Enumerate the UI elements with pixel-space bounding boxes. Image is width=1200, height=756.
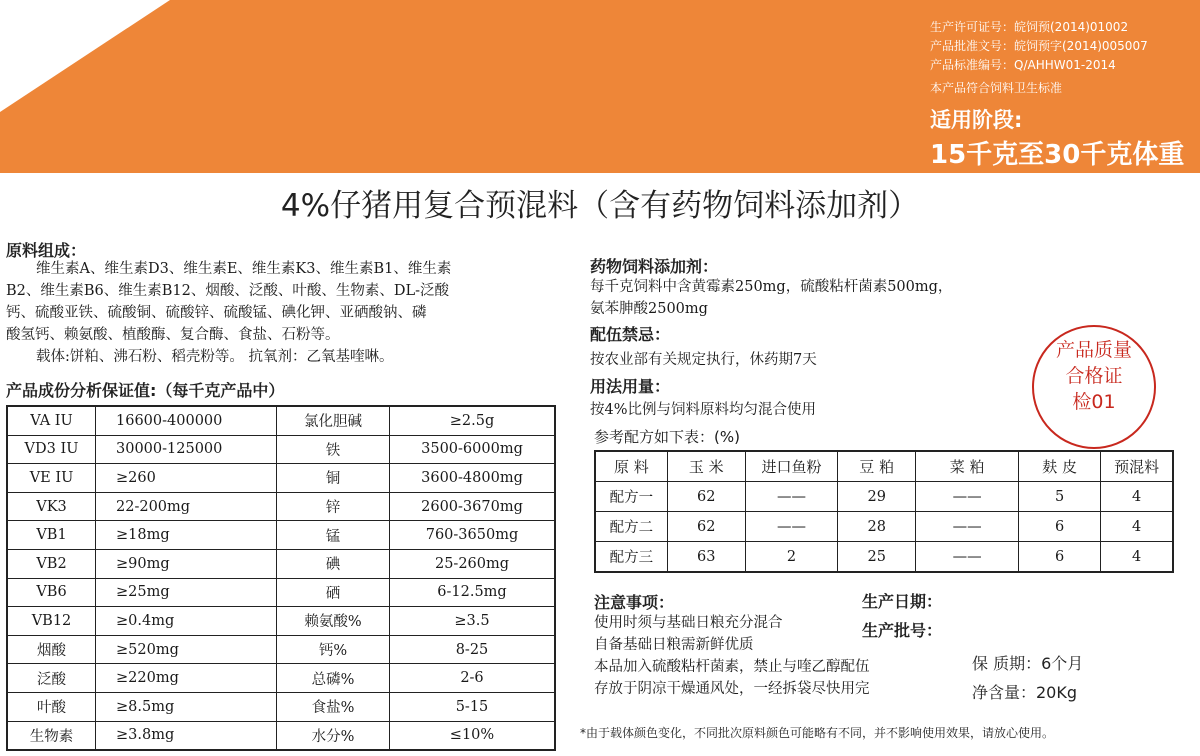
formula-heading: 参考配方如下表：(%) xyxy=(594,428,740,446)
analysis-cell: VB6 xyxy=(7,578,96,607)
contraindication-heading: 配伍禁忌： xyxy=(590,325,671,344)
ingredients-line: 酸氢钙、赖氨酸、植酸酶、复合酶、食盐、石粉等。 xyxy=(6,327,340,343)
usage-text: 按4%比例与饲料原料均匀混合使用 xyxy=(590,402,817,418)
analysis-row xyxy=(7,521,555,550)
formula-cell: 4 xyxy=(1101,512,1173,542)
analysis-cell: 8-25 xyxy=(390,635,556,664)
analysis-row xyxy=(7,464,555,493)
analysis-row xyxy=(7,607,555,636)
analysis-cell: VK3 xyxy=(7,492,96,521)
formula-row xyxy=(595,482,1173,512)
formula-cell: 配方三 xyxy=(595,542,667,573)
stamp-line: 合格证 xyxy=(1065,365,1123,387)
formula-cell: 62 xyxy=(667,482,745,512)
analysis-row xyxy=(7,406,555,435)
drug-line: 每千克饲料中含黄霉素250mg，硫酸粘杆菌素500mg， xyxy=(590,279,953,295)
analysis-cell: ≥3.5 xyxy=(390,607,556,636)
formula-header-cell: 进口鱼粉 xyxy=(745,451,838,482)
analysis-row xyxy=(7,492,555,521)
notes-line: 使用时须与基础日粮充分混合 xyxy=(594,615,783,631)
analysis-cell: ≥18mg xyxy=(96,521,277,550)
analysis-cell: 3600-4800mg xyxy=(390,464,556,493)
drug-line: 氨苯胂酸2500mg xyxy=(590,301,708,317)
formula-cell: 62 xyxy=(667,512,745,542)
ingredients-heading: 原料组成： xyxy=(6,241,87,260)
analysis-cell: 6-12.5mg xyxy=(390,578,556,607)
analysis-cell: 2600-3670mg xyxy=(390,492,556,521)
ingredients-text xyxy=(6,258,451,368)
product-title: 4%仔猪用复合预混料（含有药物饲料添加剂） xyxy=(280,188,920,224)
drug-heading: 药物饲料添加剂： xyxy=(590,257,719,276)
shelf-life: 保 质期：6个月 xyxy=(972,654,1084,673)
analysis-cell: 生物素 xyxy=(7,721,96,750)
formula-cell: —— xyxy=(745,482,838,512)
ingredients-line: 钙、硫酸亚铁、硫酸铜、硫酸锌、硫酸锰、碘化钾、亚硒酸钠、磷 xyxy=(6,305,427,321)
net-weight: 净含量：20Kg xyxy=(972,683,1078,702)
analysis-cell: 16600-400000 xyxy=(96,406,277,435)
formula-header-cell: 玉 米 xyxy=(667,451,745,482)
analysis-cell: 760-3650mg xyxy=(390,521,556,550)
analysis-row xyxy=(7,435,555,464)
analysis-cell: 水分% xyxy=(277,721,390,750)
usage-heading: 用法用量： xyxy=(590,377,671,396)
analysis-cell: 锌 xyxy=(277,492,390,521)
formula-cell: —— xyxy=(916,512,1019,542)
analysis-cell: 铜 xyxy=(277,464,390,493)
formula-header-cell: 预混料 xyxy=(1101,451,1173,482)
ingredients-line: 载体:饼粕、沸石粉、稻壳粉等。 抗氧剂：乙氧基喹啉。 xyxy=(36,349,394,365)
analysis-cell: 烟酸 xyxy=(7,635,96,664)
analysis-cell: 5-15 xyxy=(390,692,556,721)
analysis-cell: 22-200mg xyxy=(96,492,277,521)
ingredients-line: 维生素A、维生素D3、维生素E、维生素K3、维生素B1、维生素 xyxy=(36,261,452,277)
notes-line: 本品加入硫酸粘杆菌素，禁止与喹乙醇配伍 xyxy=(594,659,870,675)
formula-header-row xyxy=(595,451,1173,482)
analysis-cell: 食盐% xyxy=(277,692,390,721)
analysis-cell: 30000-125000 xyxy=(96,435,277,464)
analysis-cell: ≥3.8mg xyxy=(96,721,277,750)
formula-cell: 6 xyxy=(1019,542,1101,573)
formula-header-cell: 豆 粕 xyxy=(838,451,916,482)
analysis-row xyxy=(7,664,555,693)
analysis-cell: ≥260 xyxy=(96,464,277,493)
stamp-line: 检01 xyxy=(1072,391,1116,413)
license-info xyxy=(930,18,1148,98)
formula-cell: 2 xyxy=(745,542,838,573)
formula-cell: 25 xyxy=(838,542,916,573)
analysis-cell: 铁 xyxy=(277,435,390,464)
analysis-cell: ≥90mg xyxy=(96,549,277,578)
formula-cell: —— xyxy=(916,542,1019,573)
license-line: 产品批准文号：皖饲预字(2014)005007 xyxy=(930,39,1148,53)
analysis-cell: ≥220mg xyxy=(96,664,277,693)
formula-cell: 28 xyxy=(838,512,916,542)
formula-header-cell: 菜 粕 xyxy=(916,451,1019,482)
formula-row xyxy=(595,512,1173,542)
analysis-cell: 总磷% xyxy=(277,664,390,693)
analysis-heading: 产品成份分析保证值:（每千克产品中） xyxy=(6,381,285,400)
analysis-cell: 3500-6000mg xyxy=(390,435,556,464)
analysis-cell: 碘 xyxy=(277,549,390,578)
batch-number-label: 生产批号： xyxy=(862,621,943,640)
formula-cell: 配方一 xyxy=(595,482,667,512)
analysis-cell: 锰 xyxy=(277,521,390,550)
analysis-cell: ≥0.4mg xyxy=(96,607,277,636)
analysis-cell: VB2 xyxy=(7,549,96,578)
analysis-cell: ≤10% xyxy=(390,721,556,750)
formula-cell: 4 xyxy=(1101,482,1173,512)
analysis-table xyxy=(6,405,556,751)
footnote: *由于载体颜色变化，不同批次原料颜色可能略有不同，并不影响使用效果，请放心使用。 xyxy=(580,726,1055,740)
formula-cell: 配方二 xyxy=(595,512,667,542)
quality-stamp xyxy=(1032,325,1156,449)
formula-cell: —— xyxy=(916,482,1019,512)
formula-table xyxy=(594,450,1174,573)
production-date-label: 生产日期： xyxy=(862,592,943,611)
notes-text xyxy=(594,612,870,700)
analysis-cell: 叶酸 xyxy=(7,692,96,721)
analysis-cell: ≥25mg xyxy=(96,578,277,607)
stage-value: 15千克至30千克体重 xyxy=(930,140,1185,170)
notes-heading: 注意事项： xyxy=(594,593,675,612)
analysis-cell: 2-6 xyxy=(390,664,556,693)
analysis-cell: ≥520mg xyxy=(96,635,277,664)
analysis-row xyxy=(7,549,555,578)
analysis-cell: VB12 xyxy=(7,607,96,636)
analysis-row xyxy=(7,635,555,664)
analysis-cell: 赖氨酸% xyxy=(277,607,390,636)
analysis-cell: VA IU xyxy=(7,406,96,435)
analysis-cell: VD3 IU xyxy=(7,435,96,464)
formula-header-cell: 麸 皮 xyxy=(1019,451,1101,482)
analysis-row xyxy=(7,578,555,607)
analysis-cell: 泛酸 xyxy=(7,664,96,693)
formula-header-cell: 原 料 xyxy=(595,451,667,482)
formula-row xyxy=(595,542,1173,573)
formula-cell: 6 xyxy=(1019,512,1101,542)
formula-cell: 63 xyxy=(667,542,745,573)
analysis-row xyxy=(7,692,555,721)
analysis-cell: VB1 xyxy=(7,521,96,550)
license-line: 生产许可证号：皖饲预(2014)01002 xyxy=(930,20,1129,34)
analysis-cell: VE IU xyxy=(7,464,96,493)
stage-label: 适用阶段: xyxy=(930,108,1023,132)
analysis-cell: 氯化胆碱 xyxy=(277,406,390,435)
formula-cell: 5 xyxy=(1019,482,1101,512)
formula-cell: 4 xyxy=(1101,542,1173,573)
contraindication-text: 按农业部有关规定执行，休药期7天 xyxy=(590,352,817,368)
formula-cell: 29 xyxy=(838,482,916,512)
formula-cell: —— xyxy=(745,512,838,542)
analysis-cell: 钙% xyxy=(277,635,390,664)
notes-line: 存放于阴凉干燥通风处，一经拆袋尽快用完 xyxy=(594,681,870,697)
standard-note: 本产品符合饲料卫生标准 xyxy=(930,81,1063,95)
analysis-cell: ≥2.5g xyxy=(390,406,556,435)
analysis-cell: 硒 xyxy=(277,578,390,607)
analysis-row xyxy=(7,721,555,750)
stamp-line: 产品质量 xyxy=(1055,339,1132,361)
analysis-cell: 25-260mg xyxy=(390,549,556,578)
drug-text xyxy=(590,276,952,320)
license-line: 产品标准编号：Q/AHHW01-2014 xyxy=(930,58,1116,72)
ingredients-line: B2、维生素B6、维生素B12、烟酸、泛酸、叶酸、生物素、DL-泛酸 xyxy=(6,283,450,299)
notes-line: 自备基础日粮需新鲜优质 xyxy=(594,637,754,653)
analysis-cell: ≥8.5mg xyxy=(96,692,277,721)
